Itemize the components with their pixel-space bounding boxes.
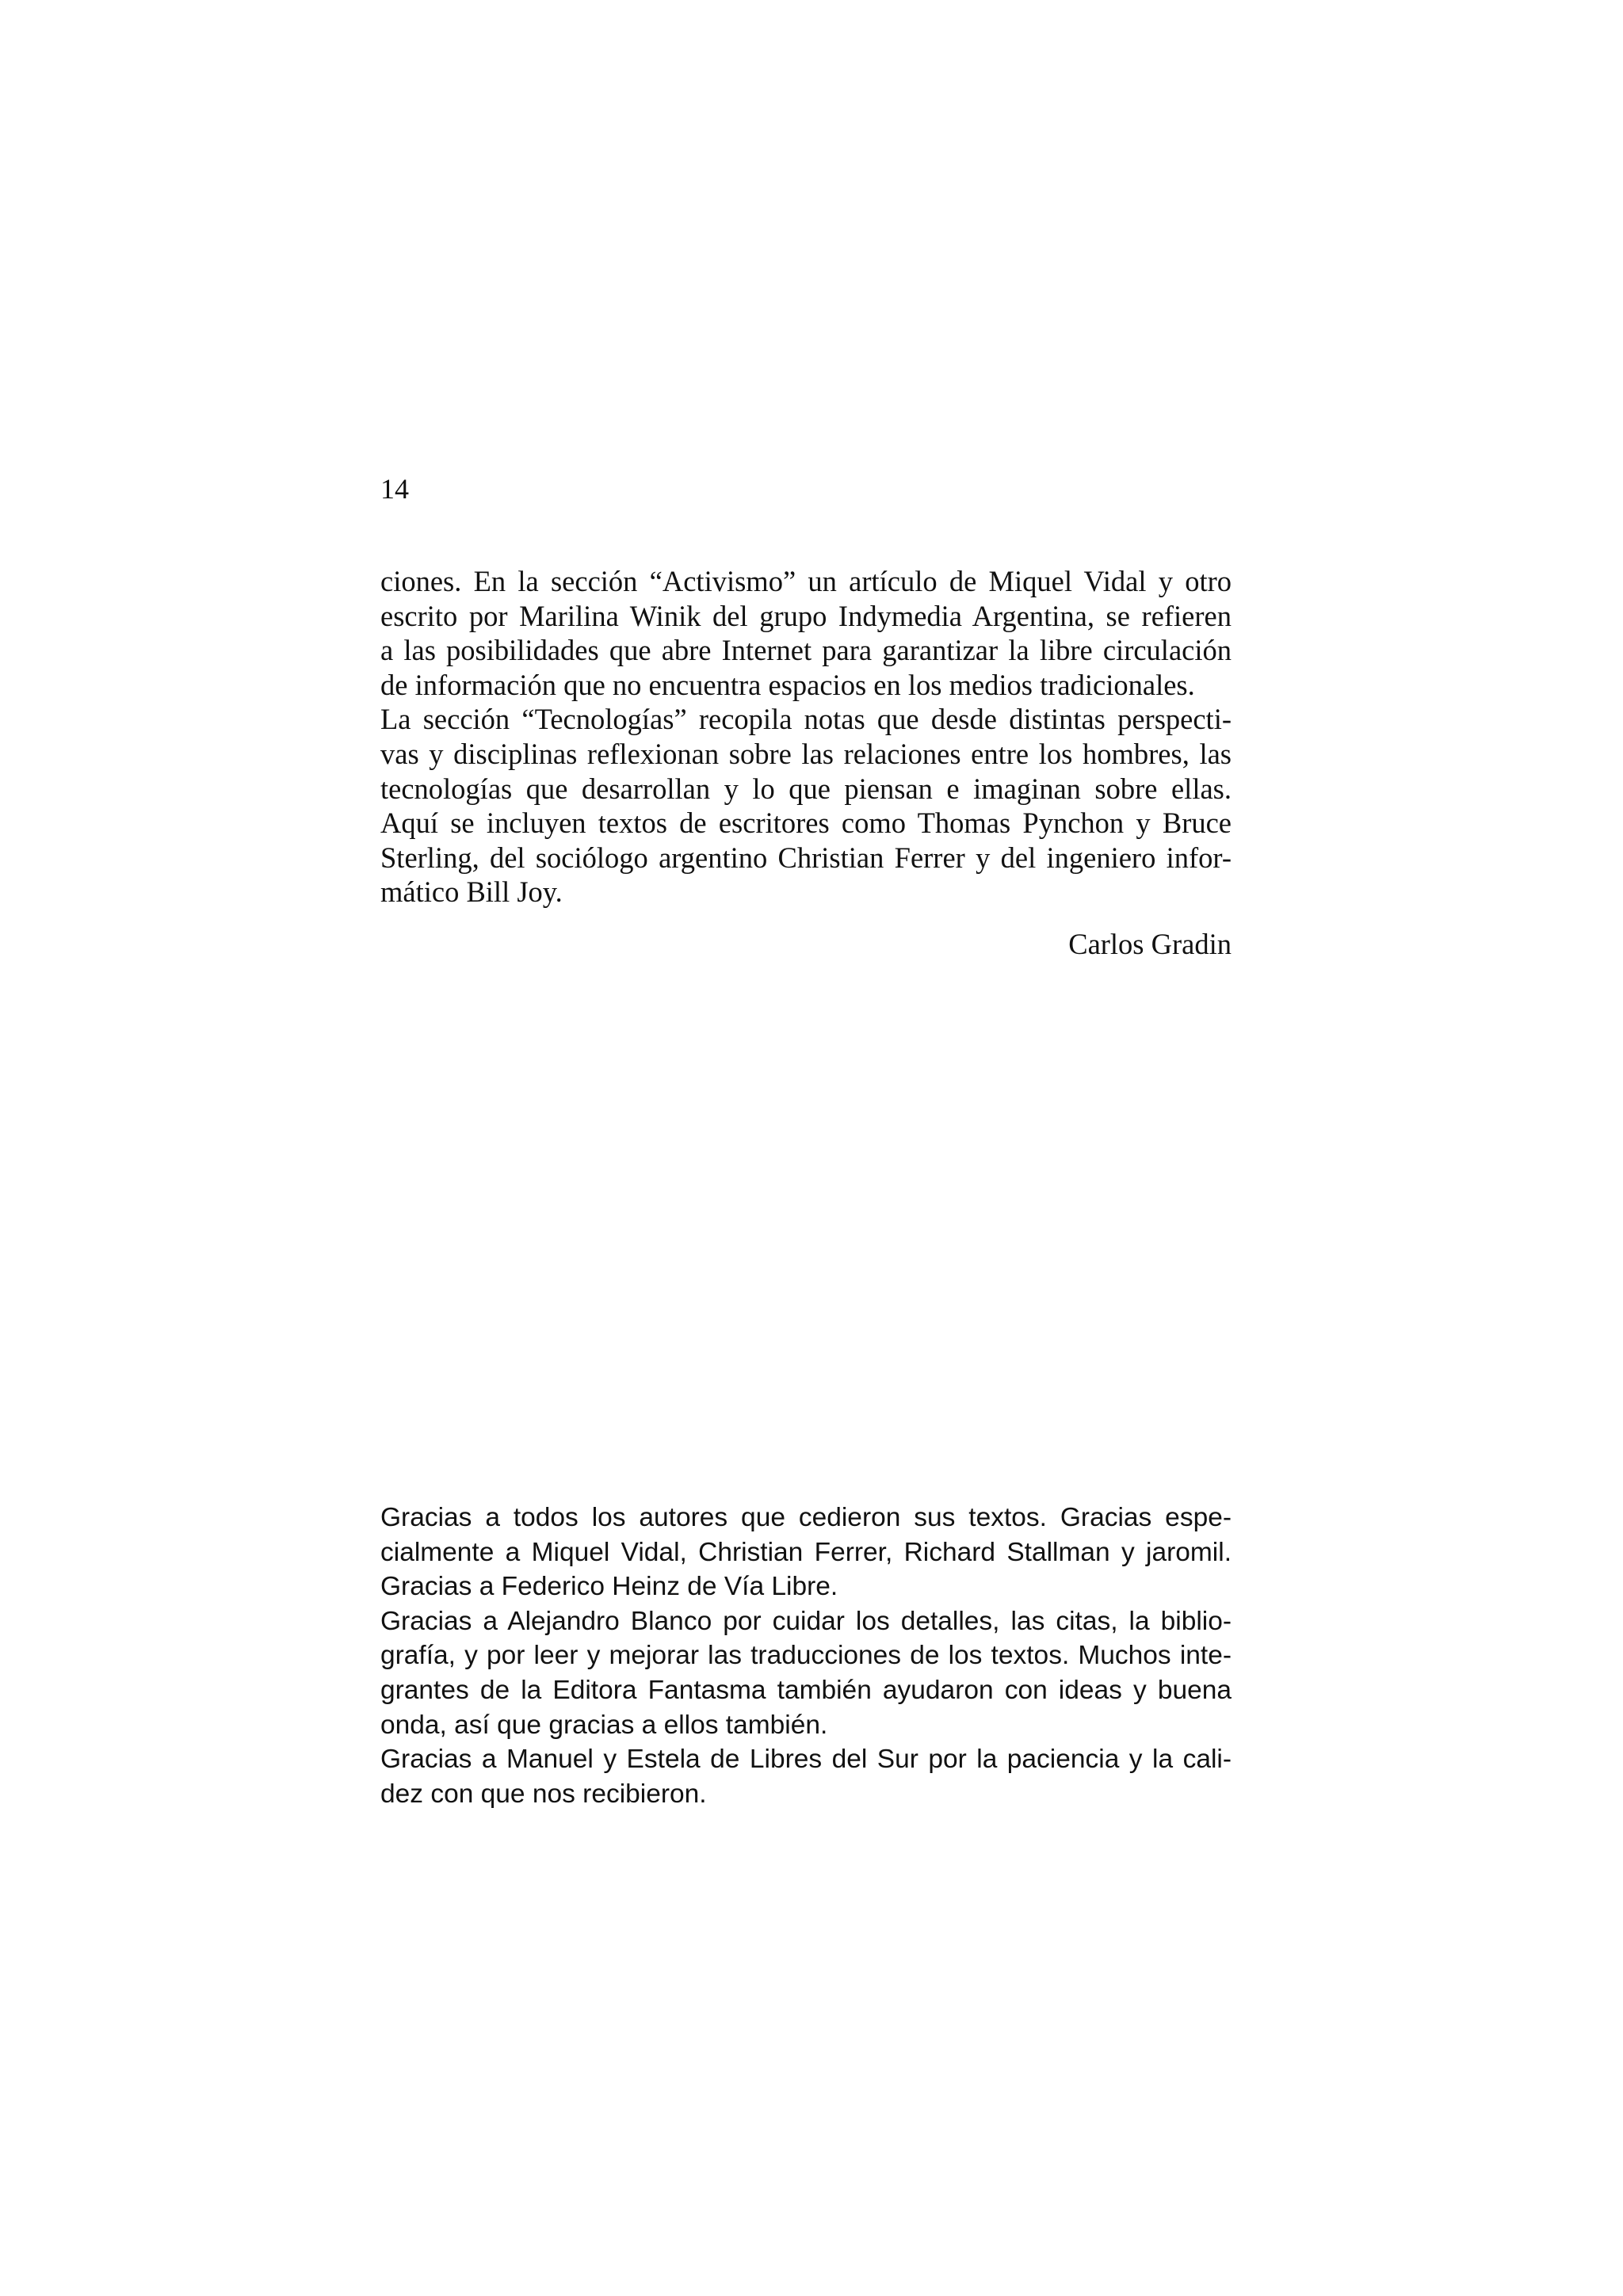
author-signature: Carlos Gradin: [1068, 928, 1232, 960]
acknowledgement-line: Gracias a todos los autores que cedieron sus textos. Gracias espe-: [380, 1503, 1232, 1532]
acknowledgement-line: onda, así que gracias a ellos también.: [380, 1710, 828, 1740]
acknowledgement-line: grantes de la Editora Fantasma también ayudaron con ideas y buena: [380, 1675, 1232, 1705]
intro-line: La sección “Tecnologías” recopila notas que desde distintas perspecti-: [380, 703, 1232, 736]
intro-line: vas y disciplinas reflexionan sobre las relaciones entre los hombres, las: [380, 737, 1232, 770]
page-number: 14: [380, 473, 409, 505]
acknowledgement-line: cialmente a Miquel Vidal, Christian Ferrer, Richard Stallman y jaromil.: [380, 1537, 1232, 1567]
intro-line: tecnologías que desarrollan y lo que piensan e imaginan sobre ellas.: [380, 772, 1232, 805]
intro-line: Sterling, del sociólogo argentino Christian Ferrer y del ingeniero infor-: [380, 841, 1232, 874]
intro-paragraph: [380, 564, 1232, 910]
acknowledgement-line: Gracias a Alejandro Blanco por cuidar los detalles, las citas, la biblio-: [380, 1606, 1232, 1636]
acknowledgement-line: Gracias a Manuel y Estela de Libres del Sur por la paciencia y la cali-: [380, 1745, 1232, 1775]
intro-line: Aquí se incluyen textos de escritores como Thomas Pynchon y Bruce: [380, 807, 1232, 840]
acknowledgement-line: grafía, y por leer y mejorar las traducciones de los textos. Muchos inte-: [380, 1641, 1232, 1671]
intro-line: ciones. En la sección “Activismo” un artículo de Miquel Vidal y otro: [380, 565, 1232, 597]
acknowledgement-line: dez con que nos recibieron.: [380, 1779, 707, 1809]
intro-line: de información que no encuentra espacios en los medios tradicionales.: [380, 668, 1195, 701]
acknowledgement-line: Gracias a Federico Heinz de Vía Libre.: [380, 1572, 838, 1602]
acknowledgements-paragraph: [380, 1501, 1232, 1811]
intro-line: escrito por Marilina Winik del grupo Indymedia Argentina, se refieren: [380, 599, 1232, 632]
intro-line: mático Bill Joy.: [380, 875, 563, 909]
intro-line: a las posibilidades que abre Internet para garantizar la libre circulación: [380, 634, 1232, 667]
